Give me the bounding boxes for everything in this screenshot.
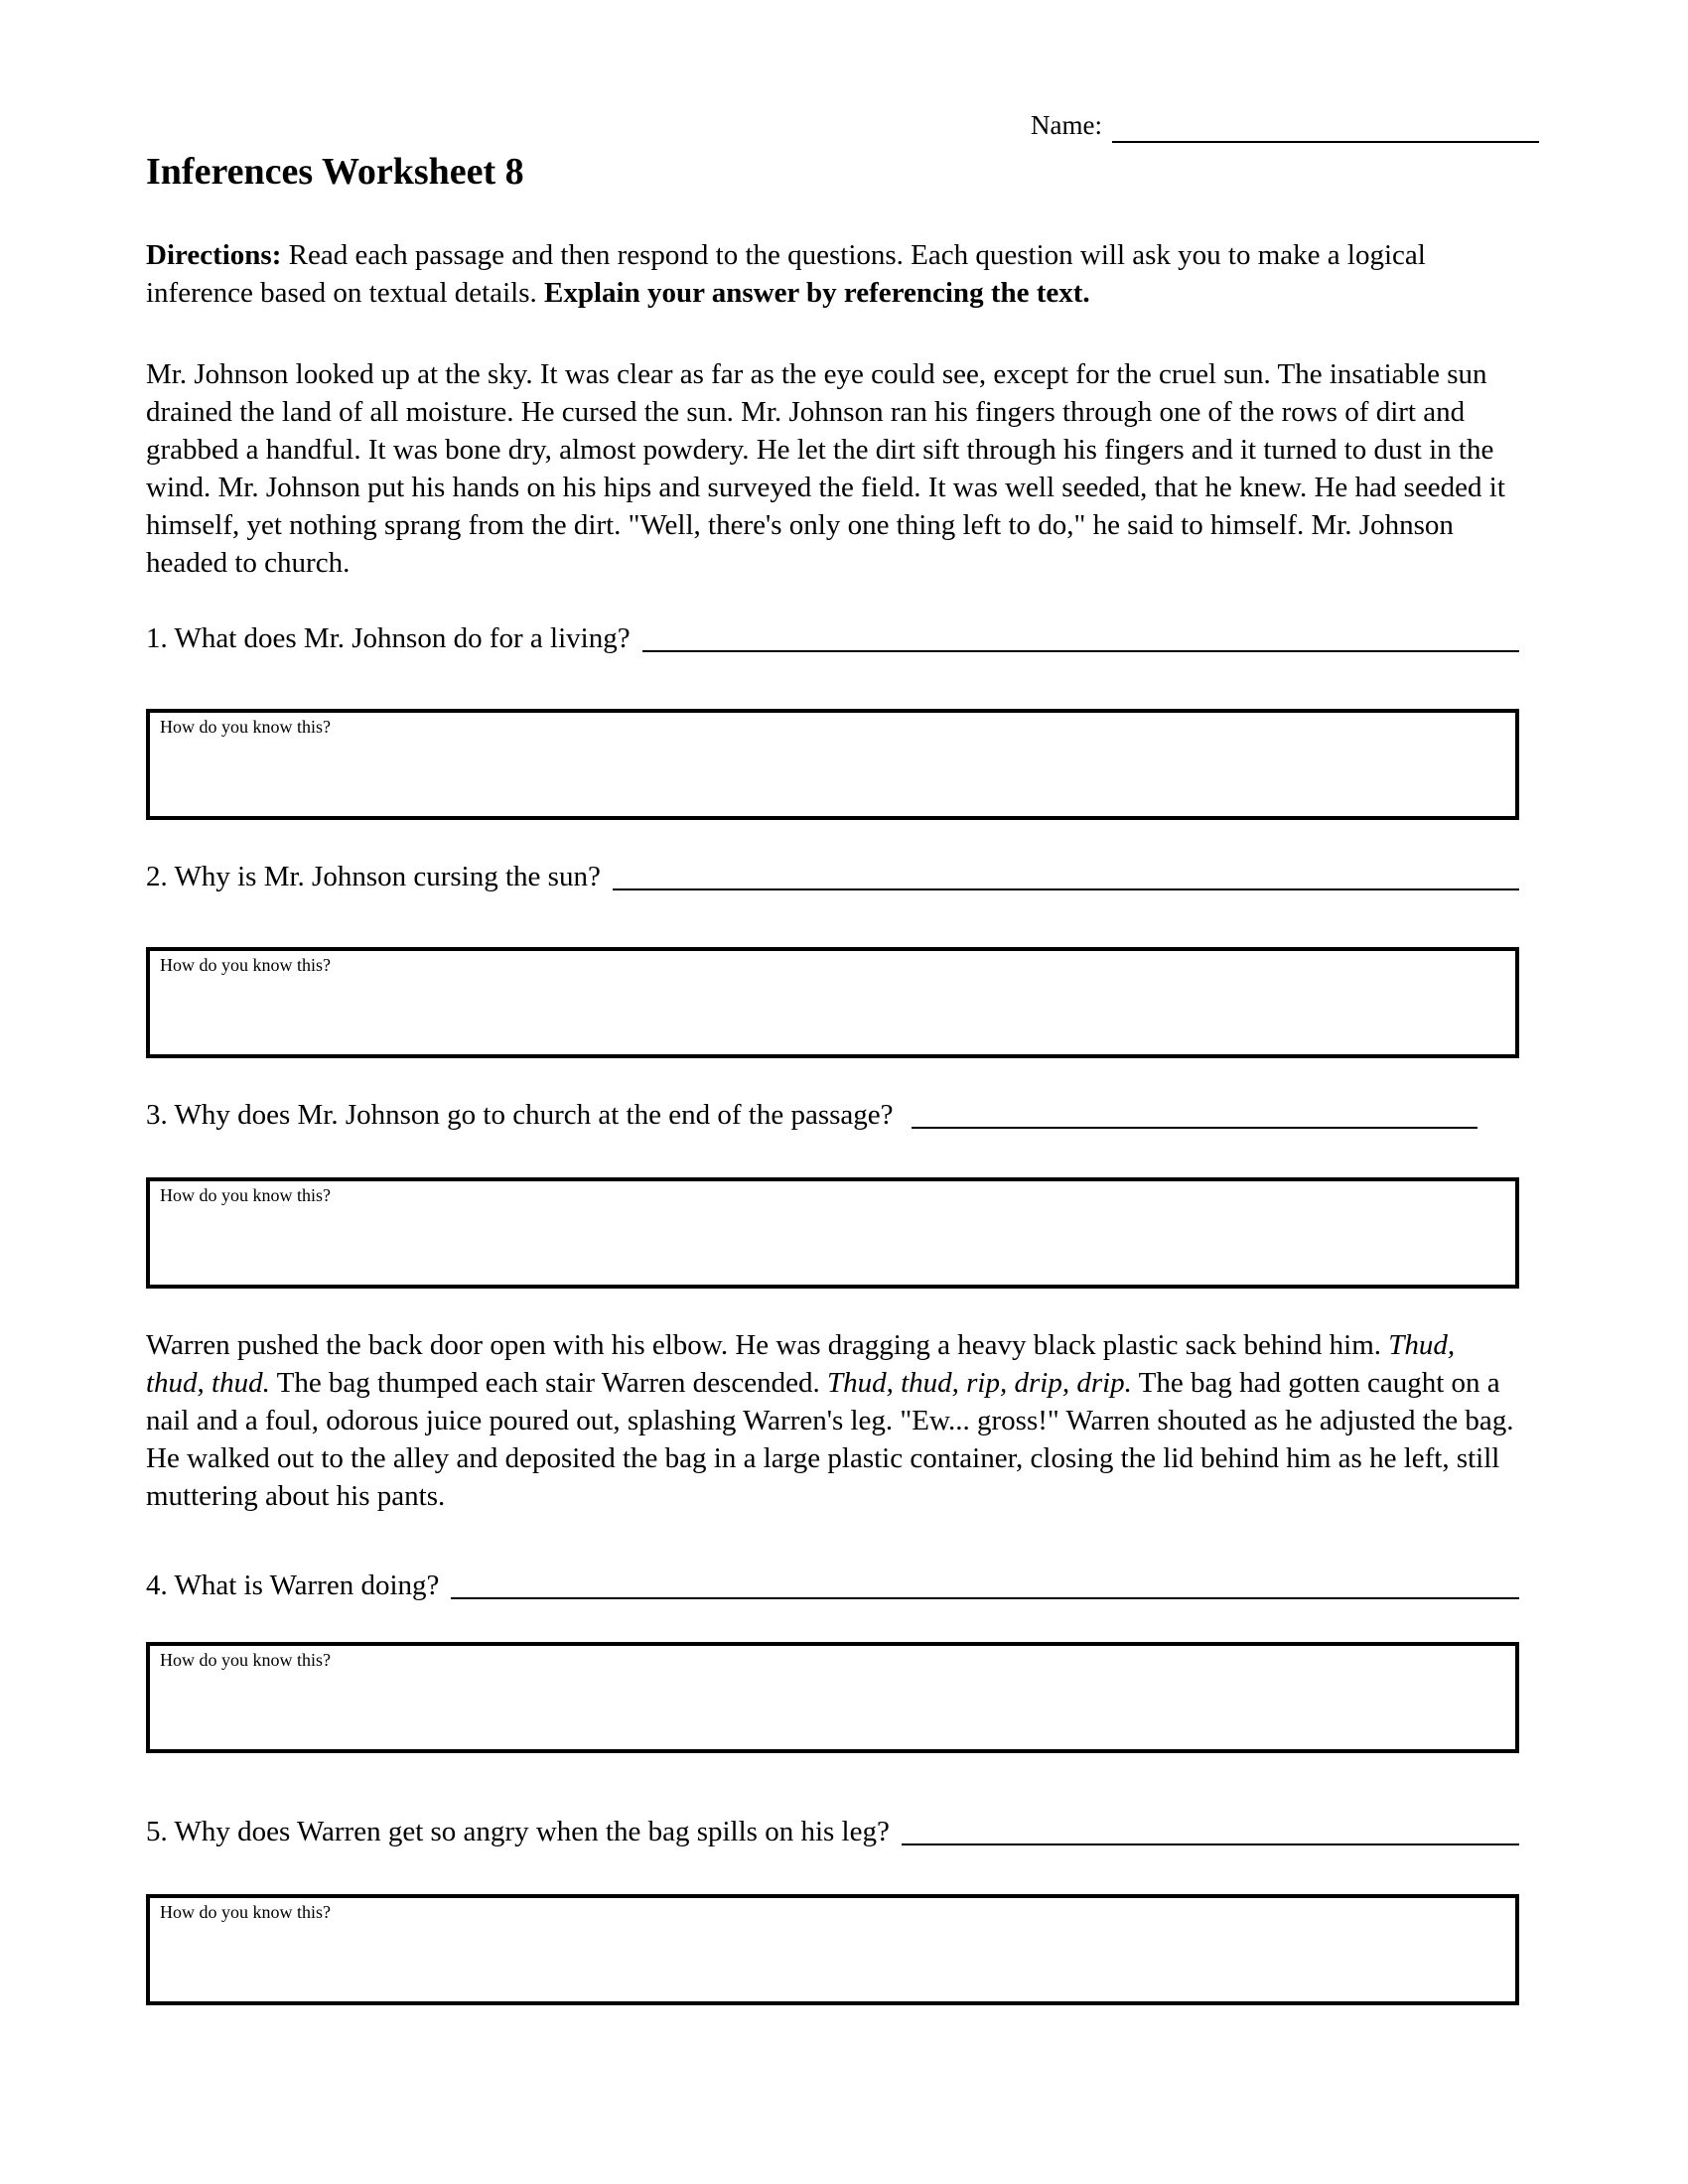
- directions-body: Read each passage and then respond to the questions. Each question will ask you to make a logical inference based on textual details.: [146, 239, 1426, 309]
- question-2-answer-box[interactable]: [146, 947, 1519, 1058]
- passage-2-text-3: The bag had gotten caught on a nail and a foul, odorous juice poured out, splashing Warren's leg. "Ew... gross!" Warren shouted as he adjusted the bag. He walked out to the alley and deposited the bag in a large plastic container, closing the lid behind him as he left, still muttering about his pants.: [146, 1367, 1514, 1512]
- question-3-label: 3. Why does Mr. Johnson go to church at the end of the passage?: [146, 1099, 894, 1131]
- passage-2-italic-2: Thud, thud, rip, drip, drip.: [826, 1367, 1132, 1399]
- passage-2-text-1: Warren pushed the back door open with his elbow. He was dragging a heavy black plastic sack behind him.: [146, 1329, 1389, 1361]
- name-row: [146, 107, 1539, 143]
- question-4-answer-box[interactable]: [146, 1642, 1519, 1753]
- passage-1-text: Mr. Johnson looked up at the sky. It was clear as far as the eye could see, except for the cruel sun. The insatiable sun drained the land of all moisture. He cursed the sun. Mr. Johnson ran his fingers through one of the rows of dirt and grabbed a handful. It was bone dry, almost powdery. He let the dirt sift through his fingers and it turned to dust in the wind. Mr. Johnson put his hands on his hips and surveyed the field. It was well seeded, that he knew. He had seeded it himself, yet nothing sprang from the dirt. "Well, there's only one thing left to do," he said to himself. Mr. Johnson headed to church.: [146, 358, 1505, 579]
- passage-2-italic-1: Thud, thud, thud.: [146, 1329, 1456, 1399]
- name-blank-line[interactable]: [1112, 111, 1539, 143]
- question-5-answer-box[interactable]: [146, 1894, 1519, 2005]
- question-3: [146, 1096, 1519, 1134]
- answer-box-3-label: How do you know this?: [160, 1185, 331, 1205]
- answer-box-5-label: How do you know this?: [160, 1902, 331, 1922]
- question-5: [146, 1813, 1519, 1850]
- directions-label: Directions:: [146, 239, 282, 271]
- question-5-answer-line[interactable]: [902, 1813, 1519, 1845]
- question-1-answer-box[interactable]: [146, 709, 1519, 820]
- question-4: [146, 1567, 1519, 1604]
- directions-bold-instruction: Explain your answer by referencing the text.: [544, 277, 1090, 309]
- answer-box-4-label: How do you know this?: [160, 1650, 331, 1670]
- answer-box-1-label: How do you know this?: [160, 717, 331, 737]
- question-2-label: 2. Why is Mr. Johnson cursing the sun?: [146, 861, 601, 892]
- name-label: Name:: [1031, 110, 1102, 140]
- question-4-label: 4. What is Warren doing?: [146, 1570, 440, 1601]
- passage-1: [146, 355, 1519, 582]
- question-2: [146, 858, 1519, 895]
- question-3-answer-line[interactable]: [912, 1096, 1478, 1129]
- directions: [146, 236, 1519, 312]
- question-1: [146, 619, 1519, 657]
- question-5-label: 5. Why does Warren get so angry when the bag spills on his leg?: [146, 1816, 890, 1847]
- question-2-answer-line[interactable]: [613, 858, 1519, 890]
- answer-box-2-label: How do you know this?: [160, 955, 331, 975]
- question-1-answer-line[interactable]: [642, 619, 1519, 652]
- passage-2: [146, 1326, 1519, 1515]
- page-title: Inferences Worksheet 8: [146, 151, 524, 193]
- question-1-label: 1. What does Mr. Johnson do for a living?: [146, 622, 631, 654]
- question-3-answer-box[interactable]: [146, 1177, 1519, 1289]
- passage-2-text-2: The bag thumped each stair Warren descended.: [269, 1367, 827, 1399]
- question-4-answer-line[interactable]: [451, 1567, 1519, 1599]
